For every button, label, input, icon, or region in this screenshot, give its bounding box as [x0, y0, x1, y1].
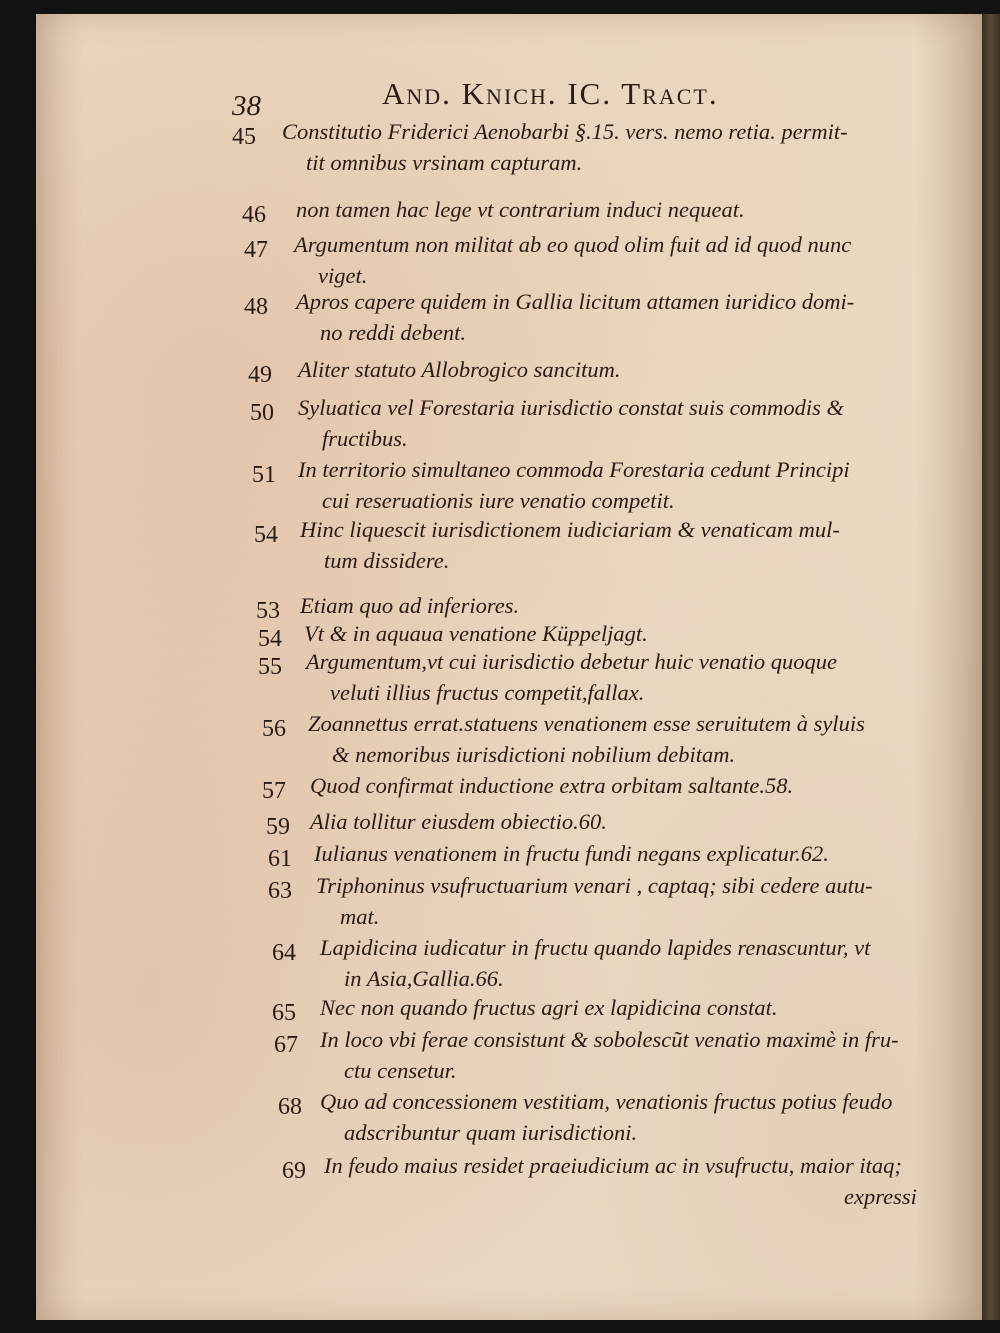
entry-number: 50 [250, 400, 274, 426]
entry-text [296, 194, 976, 225]
entry-line: Triphoninus vsufructuarium venari , captaq; sibi cedere autu- [316, 873, 873, 898]
entry-line: Vt & in aquaua venatione Küppeljagt. [304, 621, 648, 646]
entry-line: Etiam quo ad inferiores. [300, 593, 520, 618]
entry-continuation-line: mat. [340, 904, 380, 929]
entry-text [298, 354, 978, 385]
running-title: And. Knich. IC. Tract. [382, 76, 719, 111]
entry-line: non tamen hac lege vt contrarium induci nequeat. [296, 197, 745, 222]
entry-line: Nec non quando fructus agri ex lapidicina constat. [320, 995, 778, 1020]
entry-number: 49 [248, 362, 272, 388]
entry-continuation-line: tum dissidere. [324, 548, 450, 573]
entry-number: 53 [256, 598, 280, 624]
entry-number: 65 [272, 1000, 296, 1026]
entry-text [316, 870, 996, 932]
entry-number: 51 [252, 462, 276, 488]
entry-text [320, 1086, 1000, 1148]
entry-text [282, 116, 962, 178]
entry-line: Hinc liquescit iurisdictionem iudiciariam & venaticam mul- [300, 517, 840, 542]
summary-list [36, 14, 982, 1320]
entry-line: Quo ad concessionem vestitiam, venationis fructus potius feudo [320, 1089, 893, 1114]
entry-continuation-line: expressi [844, 1184, 917, 1209]
entry-number: 64 [272, 940, 296, 966]
entry-text [320, 932, 1000, 994]
entry-continuation-line: ctu censetur. [344, 1058, 457, 1083]
entry-text [296, 286, 976, 348]
entry-continuation-line: adscribuntur quam iurisdictioni. [344, 1120, 638, 1145]
entry-line: In loco vbi ferae consistunt & sobolescũt venatio maximè in fru- [320, 1027, 899, 1052]
entry-continuation-line: no reddi debent. [320, 320, 467, 345]
entry-text [306, 646, 986, 708]
entry-text [298, 392, 978, 454]
entry-line: Aliter statuto Allobrogico sancitum. [298, 357, 621, 382]
entry-continuation-line: fructibus. [322, 426, 408, 451]
entry-continuation-line: tit omnibus vrsinam capturam. [306, 150, 583, 175]
entry-number: 54 [258, 626, 282, 652]
entry-text [308, 708, 988, 770]
entry-number: 46 [242, 202, 266, 228]
entry-line: Alia tollitur eiusdem obiectio.60. [310, 809, 607, 834]
entry-number: 48 [244, 294, 268, 320]
entry-continuation-line: viget. [318, 263, 368, 288]
entry-text [310, 806, 990, 837]
entry-line: Argumentum,vt cui iurisdictio debetur huic venatio quoque [306, 649, 837, 674]
entry-continuation-line: veluti illius fructus competit,fallax. [330, 680, 645, 705]
entry-line: In territorio simultaneo commoda Forestaria cedunt Principi [298, 457, 850, 482]
entry-text [310, 770, 990, 801]
entry-line: In feudo maius residet praeiudicium ac in vsufructu, maior itaq; [324, 1153, 902, 1178]
entry-number: 63 [268, 878, 292, 904]
entry-line: Syluatica vel Forestaria iurisdictio constat suis commodis & [298, 395, 844, 420]
entry-number: 47 [244, 237, 268, 263]
entry-line: Quod confirmat inductione extra orbitam saltante.58. [310, 773, 794, 798]
entry-text [304, 618, 984, 649]
entry-continuation-line: in Asia,Gallia.66. [344, 966, 504, 991]
entry-line: Zoannettus errat.statuens venationem esse seruitutem à syluis [308, 711, 865, 736]
entry-line: Constitutio Friderici Aenobarbi §.15. vers. nemo retia. permit- [282, 119, 848, 144]
entry-number: 55 [258, 654, 282, 680]
entry-number: 57 [262, 778, 286, 804]
entry-number: 67 [274, 1032, 298, 1058]
entry-line: Iulianus venationem in fructu fundi negans explicatur.62. [314, 841, 829, 866]
entry-number: 68 [278, 1094, 302, 1120]
page-number: 38 [232, 90, 261, 122]
entry-number: 56 [262, 716, 286, 742]
entry-line: Lapidicina iudicatur in fructu quando lapides renascuntur, vt [320, 935, 871, 960]
entry-number: 45 [232, 124, 256, 150]
entry-line: Apros capere quidem in Gallia licitum attamen iuridico domi- [296, 289, 855, 314]
entry-text [298, 454, 978, 516]
book-page [36, 14, 982, 1320]
entry-number: 54 [254, 522, 278, 548]
entry-text [294, 229, 974, 291]
entry-text [300, 590, 980, 621]
entry-line: Argumentum non militat ab eo quod olim fuit ad id quod nunc [294, 232, 852, 257]
entry-text [320, 1024, 1000, 1086]
entry-number: 61 [268, 846, 292, 872]
entry-continuation-line: & nemoribus iurisdictioni nobilium debitam. [332, 742, 736, 767]
entry-text [324, 1150, 1000, 1212]
entry-text [314, 838, 994, 869]
entry-text [320, 992, 1000, 1023]
entry-number: 59 [266, 814, 290, 840]
entry-number: 69 [282, 1158, 306, 1184]
entry-continuation-line: cui reseruationis iure venatio competit. [322, 488, 675, 513]
entry-text [300, 514, 980, 576]
